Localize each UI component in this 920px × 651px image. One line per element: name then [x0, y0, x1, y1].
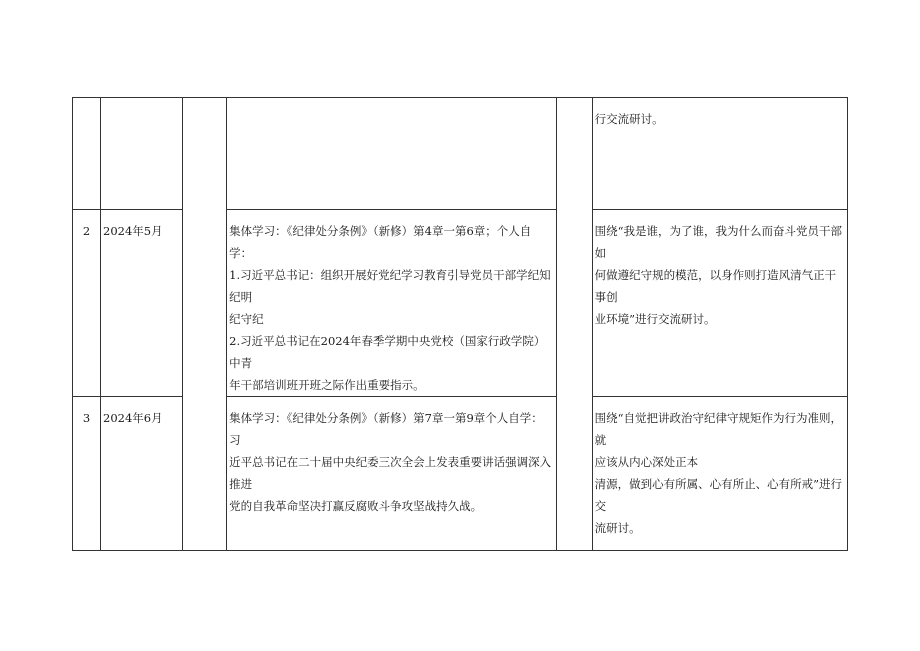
study-line: 年干部培训班开班之际作出重要指示。 [229, 378, 425, 392]
discussion-line: 行交流研讨。 [594, 112, 664, 126]
study-content-cell [227, 397, 556, 551]
row-date: 2024年6月 [101, 397, 183, 551]
discussion-cell [592, 98, 847, 210]
blank-column-cell [556, 98, 592, 551]
study-line: 党的自我革命坚决打赢反腐败斗争攻坚战持久战。 [229, 499, 483, 513]
discussion-line: 何做遵纪守规的模范，以身作则打造风清气正干事创 [594, 268, 837, 304]
study-line: 集体学习：《纪律处分条例》（新修）第4章一第6章；个人自学： [229, 224, 532, 260]
row-date [101, 98, 183, 210]
study-line: 2.习近平总书记在2024年春季学期中央党校（国家行政学院）中青 [229, 334, 546, 370]
discussion-line: 清源，做到心有所属、心有所止、心有所戒”进行交 [594, 477, 843, 513]
row-number [73, 98, 101, 210]
discussion-line: 流研讨。 [594, 521, 641, 535]
study-content-cell [227, 210, 556, 397]
study-line: 纪守纪 [229, 312, 264, 326]
blank-column-cell [183, 98, 227, 551]
discussion-line: 应该从内心深处正本 [594, 455, 699, 469]
discussion-line: 围绕“自觉把讲政治守纪律守规矩作为行为准则，就 [594, 411, 843, 447]
study-line: 1.习近平总书记：组织开展好党纪学习教育引导党员干部学纪知纪明 [229, 268, 551, 304]
study-content-cell [227, 98, 556, 210]
study-line: 近平总书记在二十届中央纪委三次全会上发表重要讲话强调深入推进 [229, 455, 552, 491]
study-line: 集体学习：《纪律处分条例》（新修）第7章一第9章个人自学：习 [229, 411, 543, 447]
row-date: 2024年5月 [101, 210, 183, 397]
row-number: 3 [73, 397, 101, 551]
table-row [73, 98, 848, 210]
study-plan-table [72, 97, 848, 551]
discussion-cell [592, 397, 847, 551]
row-number: 2 [73, 210, 101, 397]
discussion-cell [592, 210, 847, 397]
discussion-line: 业环境”进行交流研讨。 [594, 312, 716, 326]
discussion-line: 围绕“我是谁，为了谁，我为什么而奋斗党员干部如 [594, 224, 843, 260]
